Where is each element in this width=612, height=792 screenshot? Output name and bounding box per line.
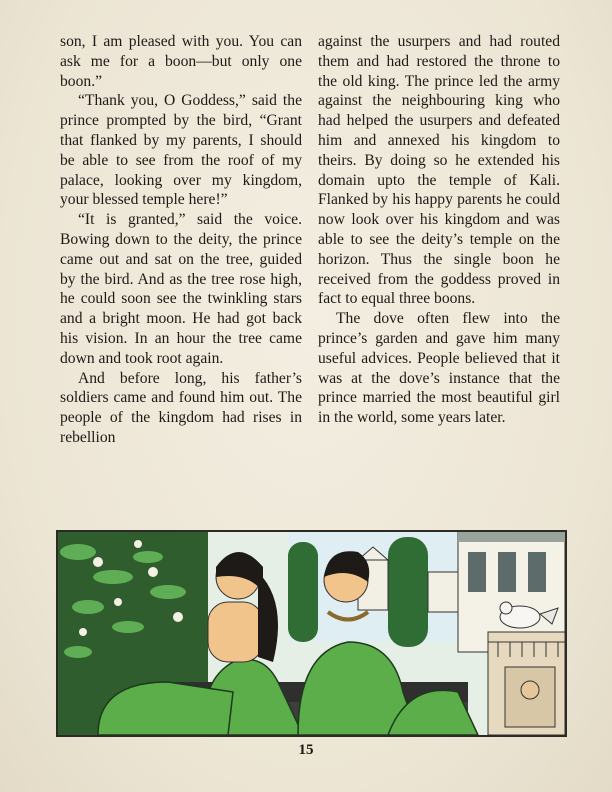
paragraph: son, I am pleased with you. You can ask me for a boon—but only one boon.” — [60, 33, 302, 90]
right-text-column — [318, 32, 560, 428]
left-text-column — [60, 32, 302, 448]
paragraph: The dove often flew into the prince’s garden and gave him many useful advices. People believed that it was at the dove’s instance that the prince married the most beautiful girl in the world, some years later. — [318, 310, 560, 427]
illustration-art — [58, 532, 565, 735]
paragraph: against the usurpers and had routed them and had restored the throne to the old king. The prince led the army against the neighbouring king who had helped the usurpers and defeated him and annexed his kingdom to theirs. By doing so he extended his domain upto the temple of Kali. Flanked by his happy parents he could now look over his kingdom and was able to see the deity’s temple on the horizon. Thus the single boon he received from the goddess proved in fact to equal three boons. — [318, 33, 560, 308]
paragraph: “Thank you, O Goddess,” said the prince prompted by the bird, “Grant that flanked by my parents, I should be able to see from the roof of my palace, looking over my kingdom, your blessed temple here!” — [60, 92, 302, 209]
paragraph: And before long, his father’s soldiers came and found him out. The people of the kingdom had rises in rebellion — [60, 369, 302, 446]
page-number: 15 — [298, 742, 314, 758]
paragraph: “It is granted,” said the voice. Bowing down to the deity, the prince came out and sat on the tree, guided by the bird. And as the tree rose high, he could soon see the twinkling stars and a bright moon. He had got back his vision. In an hour the tree came down and took root again. — [60, 211, 302, 367]
story-illustration — [56, 530, 567, 737]
